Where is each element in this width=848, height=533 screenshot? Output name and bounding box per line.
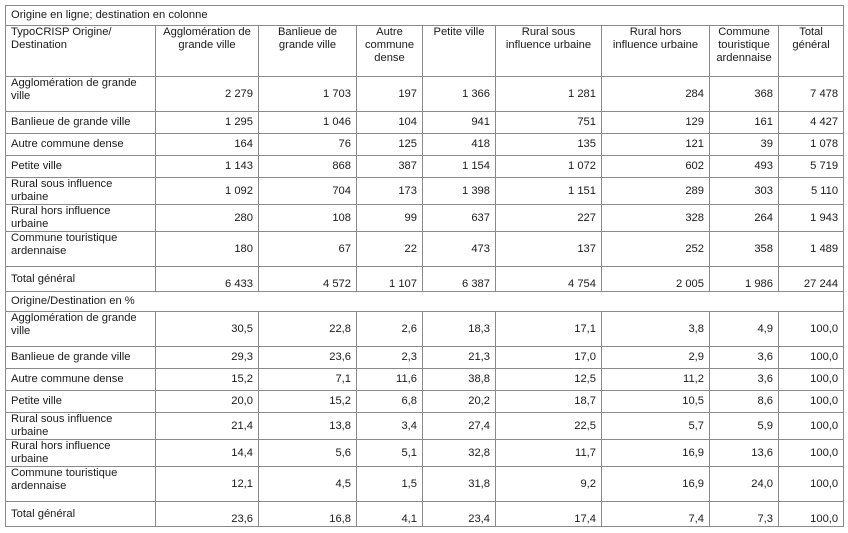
count-row	[6, 267, 844, 292]
count-cell: 227	[496, 205, 602, 232]
row-label: Agglomération de grande ville	[6, 77, 156, 112]
percent-cell: 23,6	[156, 502, 259, 527]
percent-cell: 22,5	[496, 413, 602, 440]
row-label: Autre commune dense	[6, 134, 156, 156]
percent-cell: 17,1	[496, 312, 602, 347]
percent-cell: 8,6	[710, 391, 779, 413]
count-cell: 180	[156, 232, 259, 267]
percent-cell: 6,8	[357, 391, 423, 413]
count-cell: 328	[602, 205, 710, 232]
count-cell: 1 295	[156, 112, 259, 134]
percent-cell: 30,5	[156, 312, 259, 347]
column-header: Banlieue de grande ville	[259, 26, 357, 77]
count-row	[6, 232, 844, 267]
percent-row	[6, 347, 844, 369]
count-cell: 1 366	[423, 77, 496, 112]
count-cell: 1 154	[423, 156, 496, 178]
percent-cell: 23,4	[423, 502, 496, 527]
count-cell: 1 398	[423, 178, 496, 205]
percent-cell: 24,0	[710, 467, 779, 502]
count-cell: 1 143	[156, 156, 259, 178]
column-header: Total général	[779, 26, 844, 77]
count-cell: 6 387	[423, 267, 496, 292]
percent-cell: 16,8	[259, 502, 357, 527]
row-label: Commune touristique ardennaise	[6, 467, 156, 502]
count-cell: 1 281	[496, 77, 602, 112]
percent-cell: 27,4	[423, 413, 496, 440]
percent-row	[6, 440, 844, 467]
percent-row	[6, 502, 844, 527]
count-cell: 1 986	[710, 267, 779, 292]
column-header: Rural hors influence urbaine	[602, 26, 710, 77]
percent-cell: 100,0	[779, 502, 844, 527]
count-row	[6, 178, 844, 205]
count-cell: 121	[602, 134, 710, 156]
count-cell: 1 046	[259, 112, 357, 134]
percent-cell: 14,4	[156, 440, 259, 467]
count-cell: 76	[259, 134, 357, 156]
section-title-percent: Origine/Destination en %	[6, 292, 844, 312]
percent-cell: 7,1	[259, 369, 357, 391]
column-header: Petite ville	[423, 26, 496, 77]
count-cell: 1 107	[357, 267, 423, 292]
percent-cell: 3,6	[710, 369, 779, 391]
percent-cell: 2,6	[357, 312, 423, 347]
row-label: Commune touristique ardennaise	[6, 232, 156, 267]
count-cell: 164	[156, 134, 259, 156]
column-header: Commune touristique ardennaise	[710, 26, 779, 77]
row-label: Rural hors influence urbaine	[6, 205, 156, 232]
percent-cell: 13,8	[259, 413, 357, 440]
percent-cell: 100,0	[779, 440, 844, 467]
count-cell: 602	[602, 156, 710, 178]
percent-cell: 7,4	[602, 502, 710, 527]
count-cell: 6 433	[156, 267, 259, 292]
row-label: Autre commune dense	[6, 369, 156, 391]
count-cell: 197	[357, 77, 423, 112]
count-row	[6, 112, 844, 134]
percent-cell: 17,0	[496, 347, 602, 369]
row-label: Agglomération de grande ville	[6, 312, 156, 347]
percent-cell: 18,3	[423, 312, 496, 347]
count-cell: 941	[423, 112, 496, 134]
count-cell: 173	[357, 178, 423, 205]
count-cell: 252	[602, 232, 710, 267]
percent-cell: 1,5	[357, 467, 423, 502]
count-cell: 39	[710, 134, 779, 156]
percent-cell: 16,9	[602, 467, 710, 502]
count-cell: 1 703	[259, 77, 357, 112]
percent-row	[6, 413, 844, 440]
column-header: Agglomération de grande ville	[156, 26, 259, 77]
count-cell: 129	[602, 112, 710, 134]
percent-cell: 100,0	[779, 312, 844, 347]
count-cell: 161	[710, 112, 779, 134]
count-cell: 7 478	[779, 77, 844, 112]
percent-cell: 2,3	[357, 347, 423, 369]
count-cell: 704	[259, 178, 357, 205]
percent-cell: 38,8	[423, 369, 496, 391]
count-cell: 387	[357, 156, 423, 178]
percent-row	[6, 369, 844, 391]
percent-cell: 31,8	[423, 467, 496, 502]
percent-cell: 29,3	[156, 347, 259, 369]
count-cell: 264	[710, 205, 779, 232]
percent-cell: 15,2	[156, 369, 259, 391]
count-cell: 135	[496, 134, 602, 156]
count-cell: 1 943	[779, 205, 844, 232]
count-cell: 637	[423, 205, 496, 232]
count-cell: 1 489	[779, 232, 844, 267]
count-cell: 67	[259, 232, 357, 267]
percent-cell: 5,6	[259, 440, 357, 467]
count-cell: 2 279	[156, 77, 259, 112]
row-label: Petite ville	[6, 391, 156, 413]
row-label: Rural sous influence urbaine	[6, 178, 156, 205]
count-cell: 358	[710, 232, 779, 267]
percent-cell: 23,6	[259, 347, 357, 369]
percent-cell: 3,8	[602, 312, 710, 347]
percent-cell: 100,0	[779, 369, 844, 391]
section-title-row	[6, 292, 844, 312]
percent-cell: 13,6	[710, 440, 779, 467]
percent-cell: 4,5	[259, 467, 357, 502]
percent-cell: 21,3	[423, 347, 496, 369]
count-cell: 125	[357, 134, 423, 156]
percent-row	[6, 391, 844, 413]
percent-cell: 11,7	[496, 440, 602, 467]
count-cell: 280	[156, 205, 259, 232]
count-cell: 368	[710, 77, 779, 112]
column-header: Rural sous influence urbaine	[496, 26, 602, 77]
count-cell: 418	[423, 134, 496, 156]
corner-header: TypoCRISP Origine/ Destination	[6, 26, 156, 77]
percent-cell: 20,2	[423, 391, 496, 413]
percent-cell: 100,0	[779, 467, 844, 502]
section-title-row	[6, 6, 844, 26]
count-cell: 27 244	[779, 267, 844, 292]
count-cell: 868	[259, 156, 357, 178]
count-cell: 5 110	[779, 178, 844, 205]
row-label: Rural sous influence urbaine	[6, 413, 156, 440]
percent-cell: 4,9	[710, 312, 779, 347]
row-label: Banlieue de grande ville	[6, 347, 156, 369]
percent-cell: 11,2	[602, 369, 710, 391]
percent-cell: 21,4	[156, 413, 259, 440]
count-cell: 4 427	[779, 112, 844, 134]
percent-cell: 20,0	[156, 391, 259, 413]
percent-cell: 22,8	[259, 312, 357, 347]
percent-cell: 32,8	[423, 440, 496, 467]
count-cell: 4 572	[259, 267, 357, 292]
count-cell: 289	[602, 178, 710, 205]
count-cell: 751	[496, 112, 602, 134]
header-row	[6, 26, 844, 77]
percent-cell: 5,1	[357, 440, 423, 467]
percent-cell: 3,6	[710, 347, 779, 369]
percent-cell: 2,9	[602, 347, 710, 369]
percent-cell: 100,0	[779, 347, 844, 369]
count-cell: 5 719	[779, 156, 844, 178]
count-cell: 104	[357, 112, 423, 134]
count-cell: 1 151	[496, 178, 602, 205]
percent-cell: 18,7	[496, 391, 602, 413]
percent-cell: 10,5	[602, 391, 710, 413]
count-cell: 1 072	[496, 156, 602, 178]
origin-destination-table	[5, 5, 844, 527]
count-cell: 473	[423, 232, 496, 267]
count-cell: 493	[710, 156, 779, 178]
row-label: Total général	[6, 502, 156, 527]
count-row	[6, 156, 844, 178]
table-body	[6, 6, 844, 527]
percent-cell: 12,1	[156, 467, 259, 502]
count-cell: 303	[710, 178, 779, 205]
count-cell: 108	[259, 205, 357, 232]
count-cell: 137	[496, 232, 602, 267]
count-row	[6, 205, 844, 232]
count-row	[6, 77, 844, 112]
count-cell: 1 092	[156, 178, 259, 205]
row-label: Banlieue de grande ville	[6, 112, 156, 134]
count-cell: 2 005	[602, 267, 710, 292]
count-cell: 284	[602, 77, 710, 112]
count-cell: 99	[357, 205, 423, 232]
percent-row	[6, 312, 844, 347]
percent-row	[6, 467, 844, 502]
percent-cell: 5,9	[710, 413, 779, 440]
row-label: Total général	[6, 267, 156, 292]
percent-cell: 100,0	[779, 413, 844, 440]
column-header: Autre commune dense	[357, 26, 423, 77]
percent-cell: 15,2	[259, 391, 357, 413]
percent-cell: 7,3	[710, 502, 779, 527]
count-row	[6, 134, 844, 156]
percent-cell: 9,2	[496, 467, 602, 502]
percent-cell: 16,9	[602, 440, 710, 467]
percent-cell: 12,5	[496, 369, 602, 391]
row-label: Petite ville	[6, 156, 156, 178]
percent-cell: 11,6	[357, 369, 423, 391]
percent-cell: 100,0	[779, 391, 844, 413]
percent-cell: 3,4	[357, 413, 423, 440]
percent-cell: 5,7	[602, 413, 710, 440]
count-cell: 1 078	[779, 134, 844, 156]
row-label: Rural hors influence urbaine	[6, 440, 156, 467]
section-title-counts: Origine en ligne; destination en colonne	[6, 6, 844, 26]
percent-cell: 17,4	[496, 502, 602, 527]
count-cell: 22	[357, 232, 423, 267]
count-cell: 4 754	[496, 267, 602, 292]
percent-cell: 4,1	[357, 502, 423, 527]
